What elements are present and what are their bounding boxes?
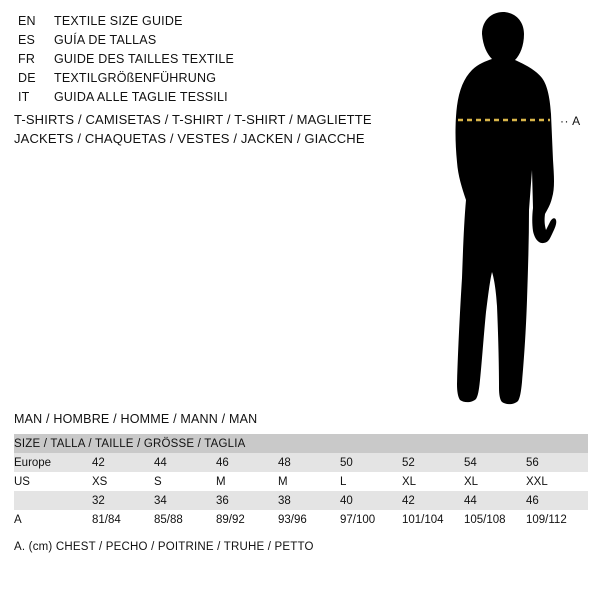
cell-europe-1: 44	[154, 453, 216, 472]
cell-europe-5: 52	[402, 453, 464, 472]
cell-a-7: 109/112	[526, 510, 588, 529]
table-row	[14, 491, 588, 510]
legend-text-de: TEXTILGRÖßENFÜHRUNG	[54, 71, 217, 85]
legend-row-en	[18, 14, 378, 33]
cell-usnum-3: 38	[278, 491, 340, 510]
male-silhouette-icon	[400, 10, 600, 410]
figure-illustration	[400, 10, 600, 410]
cell-a-6: 105/108	[464, 510, 526, 529]
chest-callout-label: ·· A	[560, 114, 581, 128]
cell-a-2: 89/92	[216, 510, 278, 529]
table-title: MAN / HOMBRE / HOMME / MANN / MAN	[14, 412, 258, 426]
cell-usnum-1: 34	[154, 491, 216, 510]
cell-a-5: 101/104	[402, 510, 464, 529]
cell-us-3: M	[278, 472, 340, 491]
garment-line-tshirts: T-SHIRTS / CAMISETAS / T-SHIRT / T-SHIRT / MAGLIETTE	[14, 112, 372, 127]
cell-us-2: M	[216, 472, 278, 491]
cell-us-6: XL	[464, 472, 526, 491]
cell-europe-7: 56	[526, 453, 588, 472]
row-label-us-numeric	[14, 491, 92, 510]
legend-code-it: IT	[18, 90, 30, 104]
table-row	[14, 453, 588, 472]
cell-europe-6: 54	[464, 453, 526, 472]
row-label-us: US	[14, 472, 92, 491]
legend-code-de: DE	[18, 71, 36, 85]
cell-usnum-4: 40	[340, 491, 402, 510]
garment-line-jackets: JACKETS / CHAQUETAS / VESTES / JACKEN / GIACCHE	[14, 131, 365, 146]
cell-us-1: S	[154, 472, 216, 491]
cell-a-3: 93/96	[278, 510, 340, 529]
legend-code-es: ES	[18, 33, 36, 47]
legend-text-es: GUÍA DE TALLAS	[54, 33, 157, 47]
cell-a-1: 85/88	[154, 510, 216, 529]
cell-usnum-6: 44	[464, 491, 526, 510]
cell-us-5: XL	[402, 472, 464, 491]
legend-row-it	[18, 90, 378, 109]
cell-usnum-2: 36	[216, 491, 278, 510]
table-row	[14, 510, 588, 529]
size-table-section	[14, 412, 588, 553]
cell-europe-3: 48	[278, 453, 340, 472]
cell-us-4: L	[340, 472, 402, 491]
cell-us-0: XS	[92, 472, 154, 491]
legend-row-fr	[18, 52, 378, 71]
cell-europe-0: 42	[92, 453, 154, 472]
cell-a-4: 97/100	[340, 510, 402, 529]
table-header-label: SIZE / TALLA / TAILLE / GRÖSSE / TAGLIA	[14, 434, 588, 453]
table-header-row	[14, 434, 588, 453]
language-legend	[18, 14, 378, 109]
legend-code-en: EN	[18, 14, 36, 28]
row-label-a: A	[14, 510, 92, 529]
legend-code-fr: FR	[18, 52, 36, 66]
garment-categories	[14, 110, 414, 148]
legend-row-es	[18, 33, 378, 52]
row-label-europe: Europe	[14, 453, 92, 472]
table-row	[14, 472, 588, 491]
table-footnote: A. (cm) CHEST / PECHO / POITRINE / TRUHE / PETTO	[14, 541, 314, 553]
cell-europe-4: 50	[340, 453, 402, 472]
legend-text-en: TEXTILE SIZE GUIDE	[54, 14, 183, 28]
cell-usnum-0: 32	[92, 491, 154, 510]
legend-text-fr: GUIDE DES TAILLES TEXTILE	[54, 52, 235, 66]
legend-text-it: GUIDA ALLE TAGLIE TESSILI	[54, 90, 228, 104]
cell-us-7: XXL	[526, 472, 588, 491]
size-table	[14, 434, 588, 529]
legend-row-de	[18, 71, 378, 90]
cell-usnum-7: 46	[526, 491, 588, 510]
cell-usnum-5: 42	[402, 491, 464, 510]
cell-a-0: 81/84	[92, 510, 154, 529]
cell-europe-2: 46	[216, 453, 278, 472]
